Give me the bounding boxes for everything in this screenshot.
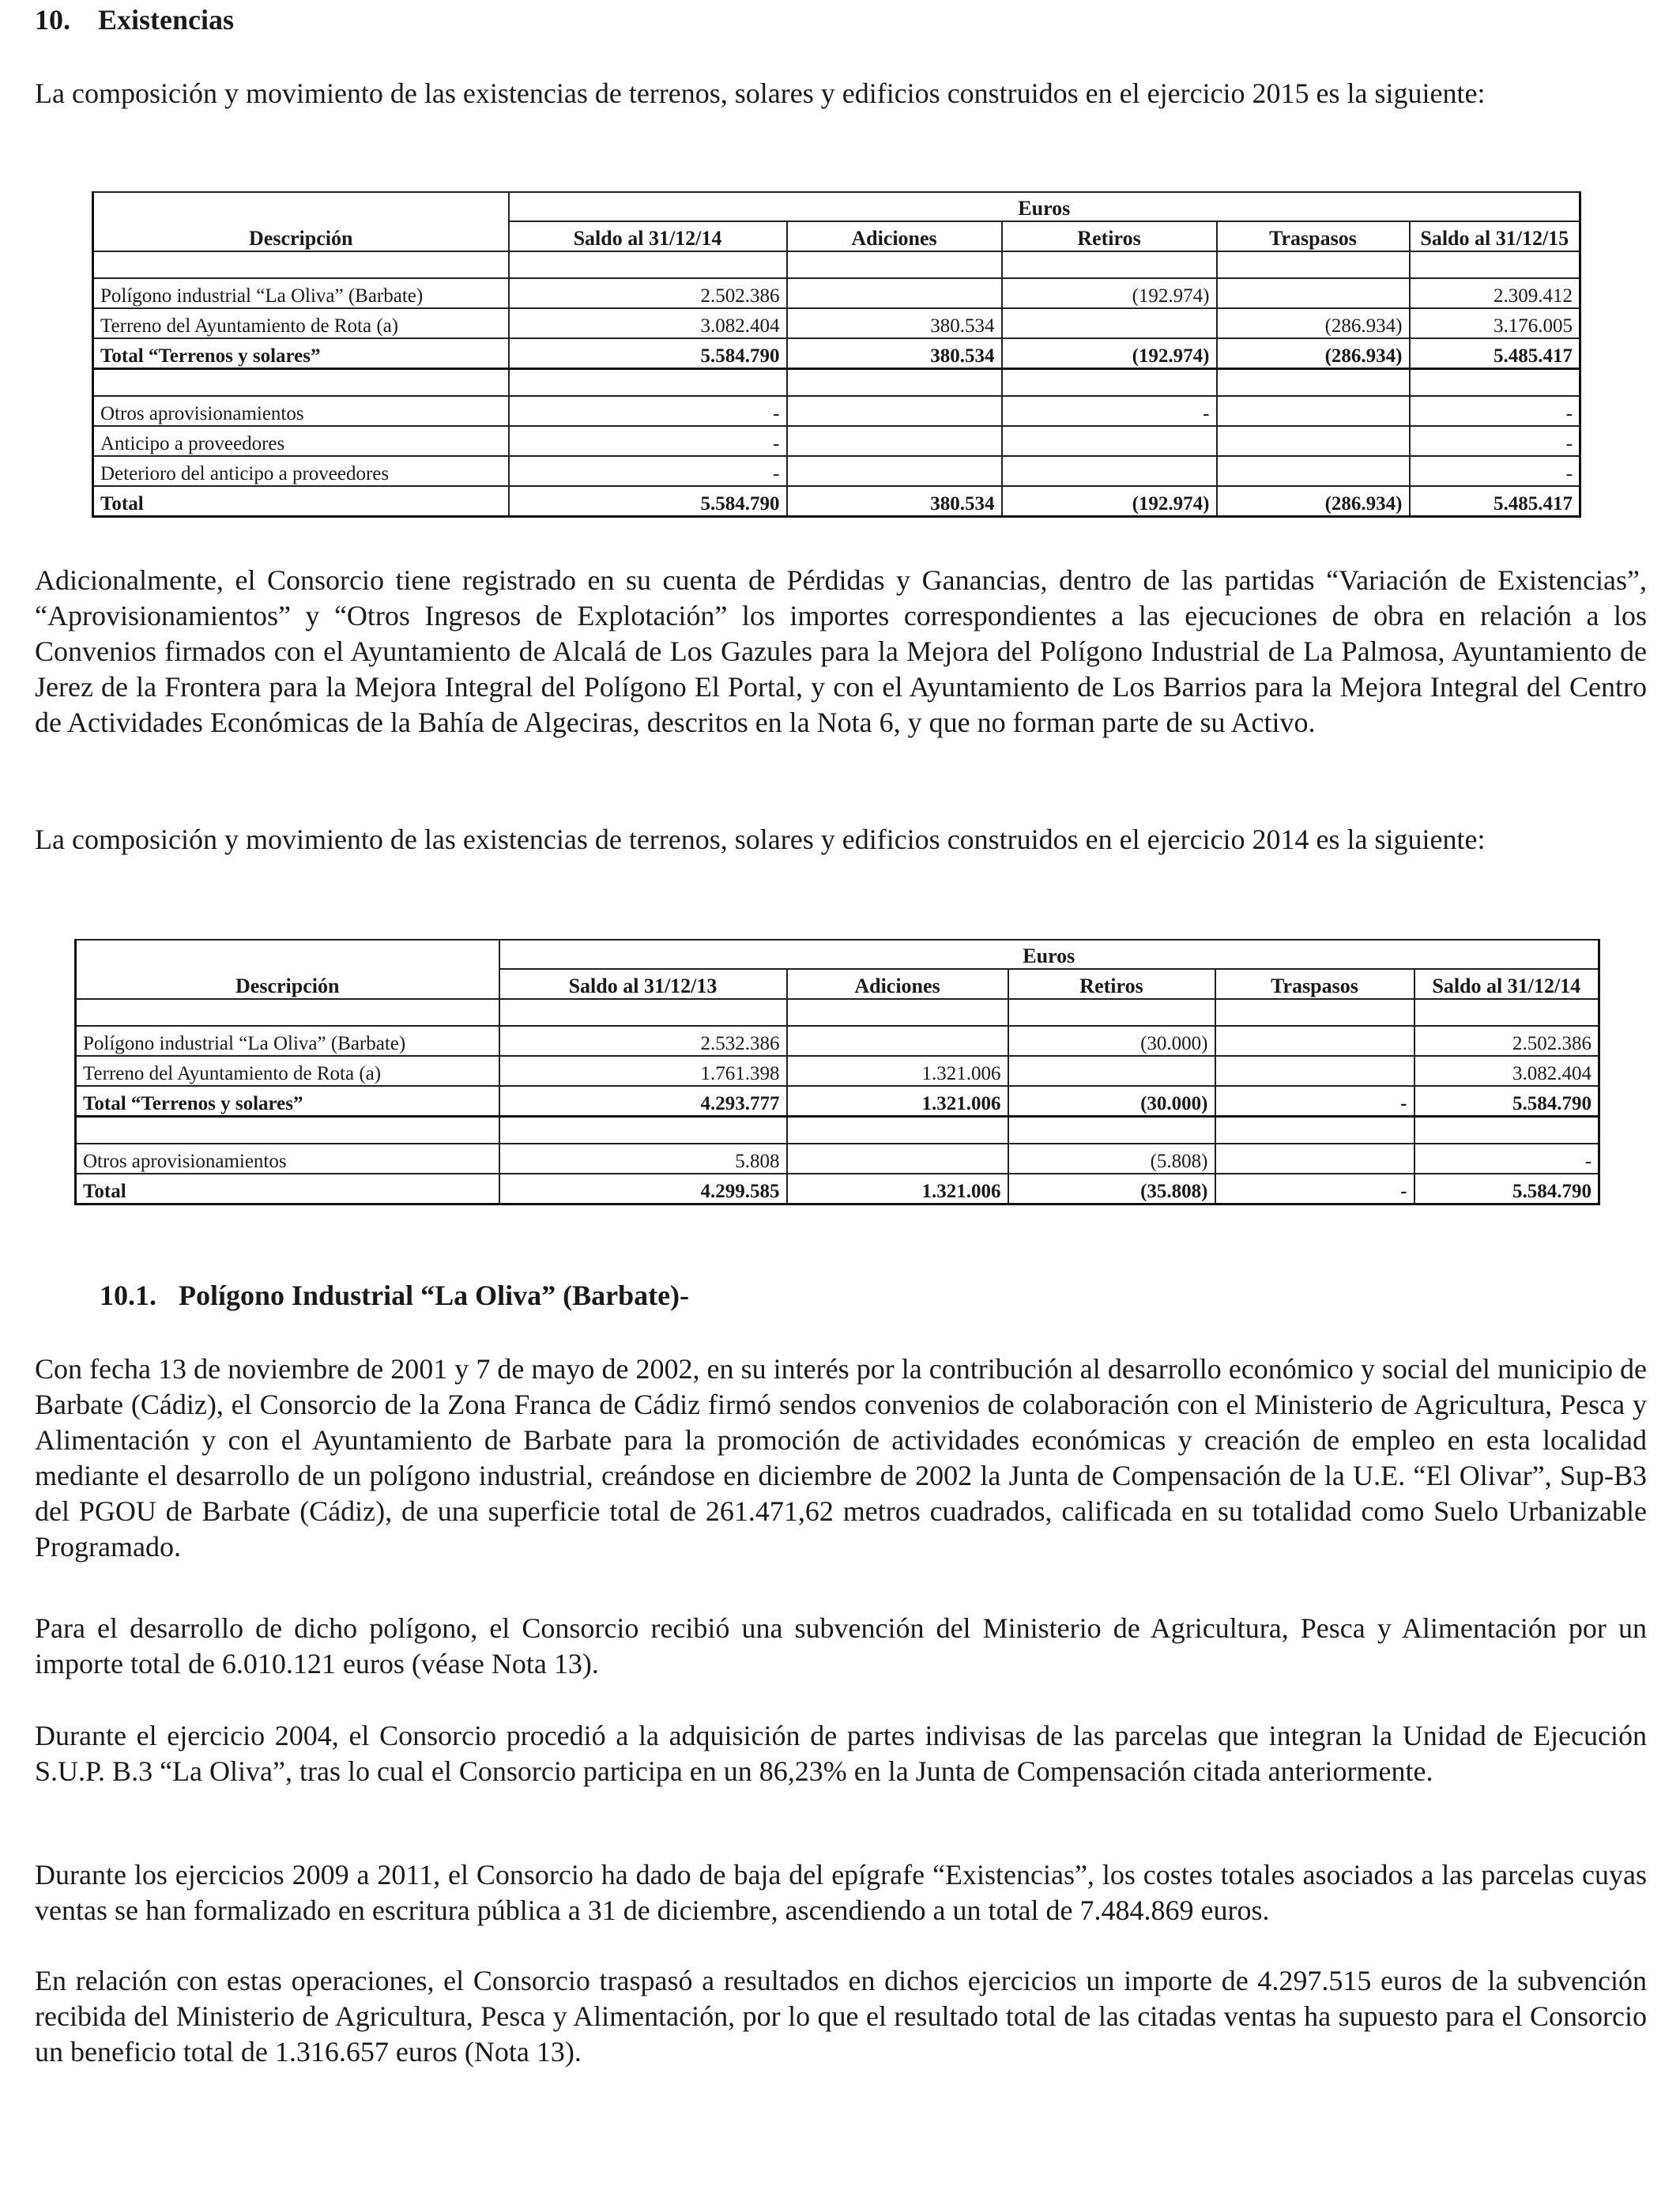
table-row: Polígono industrial “La Oliva” (Barbate) 2.502.386 (192.974) 2.309.412 [93,278,1580,308]
resultado-paragraph: En relación con estas operaciones, el Consorcio traspasó a resultados en dichos ejercicios un importe de 4.297.515 euros de la subvención recibida del Ministerio de Agricultura, Pesca y Alimentación, por lo que el resultado total de las citadas ventas ha supuesto para el Consorcio un beneficio total de 1.316.657 euros (Nota 13). [35,1965,1647,2068]
ejercicio-2004-paragraph: Durante el ejercicio 2004, el Consorcio procedió a la adquisición de partes indivisas de las parcelas que integran la Unidad de Ejecución S.U.P. B.3 “La Oliva”, tras lo cual el Consorcio participa en un 86,23% en la Junta de Compensación citada anteriormente. [35,1720,1647,1787]
subsection-number: 10.1. [100,1280,156,1311]
col-header-saldo-final: Saldo al 31/12/15 [1410,221,1580,251]
col-header-retiros: Retiros [1008,969,1215,999]
table-spacer-row [76,999,1599,1026]
con-fecha-paragraph: Con fecha 13 de noviembre de 2001 y 7 de mayo de 2002, en su interés por la contribución al desarrollo económico y social del municipio de Barbate (Cádiz), el Consorcio de la Zona Franca de Cádiz firmó sendos convenios de colaboración con el Ministerio de Agricultura, Pesca y Alimentación y con el Ayuntamiento de Barbate para la promoción de actividades económicas y creación de empleo en esta localidad mediante el desarrollo de un polígono industrial, creándose en diciembre de 2002 la Junta de Compensación de la U.E. “El Olivar”, Sup-B3 del PGOU de Barbate (Cádiz), de una superficie total de 261.471,62 metros cuadrados, calificada en su totalidad como Suelo Urbanizable Programado. [35,1353,1647,1563]
table-subtotal-row: Total “Terrenos y solares” 4.293.777 1.321.006 (30.000) - 5.584.790 [76,1086,1599,1117]
intro-2014-paragraph: La composición y movimiento de las existencias de terrenos, solares y edificios construidos en el ejercicio 2014 es la siguiente: [35,824,1486,855]
table-group-header-row [76,940,1599,969]
table-header-row [93,221,1580,251]
group-header-euros: Euros [499,940,1599,969]
table-existencias-2015 [92,191,1581,518]
section-title: Existencias [98,4,235,36]
col-header-saldo-final: Saldo al 31/12/14 [1414,969,1599,999]
subsection-heading [100,1279,689,1312]
table-total-row: Total 4.299.585 1.321.006 (35.808) - 5.584.790 [76,1174,1599,1204]
col-header-traspasos: Traspasos [1215,969,1414,999]
table-header-row [76,969,1599,999]
table-row: Polígono industrial “La Oliva” (Barbate) 2.532.386 (30.000) 2.502.386 [76,1026,1599,1056]
table-row: Deterioro del anticipo a proveedores - - [93,456,1580,486]
ejercicios-2009-2011-paragraph: Durante los ejercicios 2009 a 2011, el Consorcio ha dado de baja del epígrafe “Existencias”, los costes totales asociados a las parcelas cuyas ventas se han formalizado en escritura pública a 31 de diciembre, ascendiendo a un total de 7.484.869 euros. [35,1859,1647,1926]
table-row: Otros aprovisionamientos 5.808 (5.808) - [76,1144,1599,1174]
subvencion-paragraph: Para el desarrollo de dicho polígono, el Consorcio recibió una subvención del Ministerio de Agricultura, Pesca y Alimentación por un importe total de 6.010.121 euros (véase Nota 13). [35,1612,1647,1679]
col-header-saldo-inicial: Saldo al 31/12/13 [499,969,787,999]
col-header-adiciones: Adiciones [787,221,1002,251]
adicionalmente-paragraph: Adicionalmente, el Consorcio tiene registrado en su cuenta de Pérdidas y Ganancias, dentro de las partidas “Variación de Existencias”, “Aprovisionamientos” y “Otros Ingresos de Explotación” los importes correspondientes a las ejecuciones de obra en relación a los Convenios firmados con el Ayuntamiento de Alcalá de Los Gazules para la Mejora del Polígono Industrial de La Palmosa, Ayuntamiento de Jerez de la Frontera para la Mejora Integral del Polígono El Portal, y con el Ayuntamiento de Los Barrios para la Mejora Integral del Centro de Actividades Económicas de la Bahía de Algeciras, descritos en la Nota 6, y que no forman parte de su Activo. [35,564,1647,738]
col-header-retiros: Retiros [1002,221,1217,251]
table-total-row: Total 5.584.790 380.534 (192.974) (286.934) 5.485.417 [93,486,1580,517]
col-header-traspasos: Traspasos [1217,221,1410,251]
section-number: 10. [35,4,70,36]
table-row: Anticipo a proveedores - - [93,426,1580,456]
table-row: Terreno del Ayuntamiento de Rota (a) 1.761.398 1.321.006 3.082.404 [76,1056,1599,1086]
table-subtotal-row: Total “Terrenos y solares” 5.584.790 380.534 (192.974) (286.934) 5.485.417 [93,338,1580,369]
group-header-euros: Euros [509,192,1580,221]
col-header-descripcion: Descripción [76,969,499,999]
table-row: Otros aprovisionamientos - - - [93,396,1580,426]
section-heading [35,3,234,36]
intro-2015-paragraph: La composición y movimiento de las existencias de terrenos, solares y edificios construidos en el ejercicio 2015 es la siguiente: [35,77,1486,109]
col-header-saldo-inicial: Saldo al 31/12/14 [509,221,787,251]
subsection-title: Polígono Industrial “La Oliva” (Barbate)- [179,1280,690,1311]
table-existencias-2014 [74,939,1600,1205]
table-spacer-row [93,369,1580,397]
col-header-descripcion: Descripción [93,221,509,251]
table-group-header-row [93,192,1580,221]
table-row: Terreno del Ayuntamiento de Rota (a) 3.082.404 380.534 (286.934) 3.176.005 [93,308,1580,338]
table-spacer-row [93,251,1580,278]
col-header-adiciones: Adiciones [787,969,1008,999]
table-spacer-row [76,1117,1599,1144]
